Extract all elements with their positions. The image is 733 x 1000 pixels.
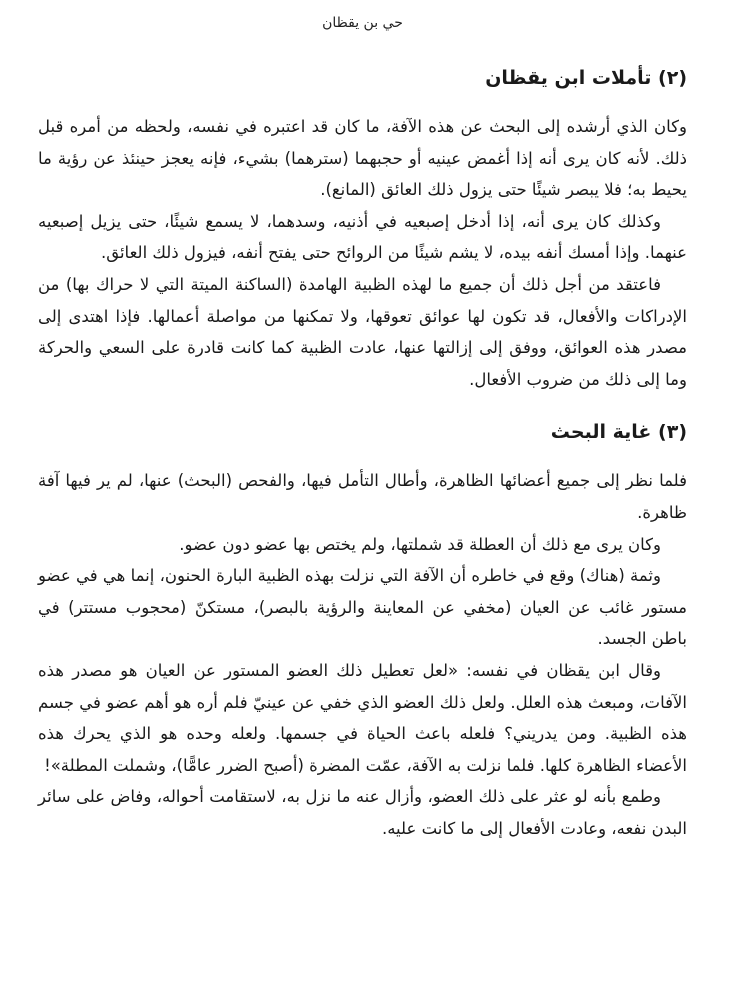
running-header: حي بن يقظان <box>322 15 403 31</box>
paragraph: وطمع بأنه لو عثر على ذلك العضو، وأزال عنه ما نزل به، لاستقامت أحواله، وفاض على سائر البدن نفعه، وعادت الأفعال إلى ما كانت عليه. <box>38 787 687 838</box>
paragraph: فلما نظر إلى جميع أعضائها الظاهرة، وأطال التأمل فيها، والفحص (البحث) عنها، لم ير فيها آفة ظاهرة. <box>38 471 687 522</box>
paragraph: وثمة (هناك) وقع في خاطره أن الآفة التي نزلت بهذه الظبية البارة الحنون، إنما هي في عضو مستور غائب عن العيان (مخفي عن المعاينة والرؤية بالبصر)، مستكنّ (محجوب مستتر) في باطن الجسد. <box>38 566 687 649</box>
paragraph: وكان يرى مع ذلك أن العطلة قد شملتها، ولم يختص بها عضو دون عضو. <box>179 534 661 554</box>
paragraph: فاعتقد من أجل ذلك أن جميع ما لهذه الظبية الهامدة (الساكنة الميتة التي لا حراك بها) من الإدراكات والأفعال، قد تكون لها عوائق تعوقها، ولا تمكنها من مواصلة أعمالها. فإذا اهتدى إلى مصدر هذه العوائق، ووفق إلى إزالتها عنها، عادت الظبية كما كانت قادرة على السعي والحركة وما إلى ذلك من ضروب الأفعال. <box>38 274 687 389</box>
paragraph: وكذلك كان يرى أنه، إذا أدخل إصبعيه في أذنيه، وسدهما، لا يسمع شيئًا، حتى يزيل إصبعيه عنهما. وإذا أمسك أنفه بيده، لا يشم شيئًا من الروائح حتى يفتح أنفه، فيزول ذلك العائق. <box>38 211 687 263</box>
section-heading-reflections: (٢) تأملات ابن يقظان <box>485 67 687 89</box>
paragraph: وكان الذي أرشده إلى البحث عن هذه الآفة، ما كان قد اعتبره في نفسه، ولحظه من أمره قبل ذلك. لأنه كان يرى أنه إذا أغمض عينيه أو حجبهما (سترهما) بشيء، فإنه يعجز حينئذ عن رؤية ما يحيط به؛ فلا يبصر شيئًا حتى يزول ذلك العائق (المانع). <box>38 117 687 200</box>
section-heading-goal-of-search: (٣) غاية البحث <box>550 421 687 444</box>
paragraph: وقال ابن يقظان في نفسه: «لعل تعطيل ذلك العضو المستور عن العيان هو مصدر هذه الآفات، ومبعث هذه العلل. ولعل ذلك العضو الذي خفي عن عينيّ فلم أره هو أهم عضو في جسم هذه الظبية. ومن يدريني؟ فلعله باعث الحياة في جسمها. ولعله وحده هو الذي يحرك هذه الأعضاء الظاهرة كلها. فلما نزلت به الآفة، عمّت المضرة (أصبح الضرر عامًّا)، وشملت المطلة»! <box>38 660 687 775</box>
